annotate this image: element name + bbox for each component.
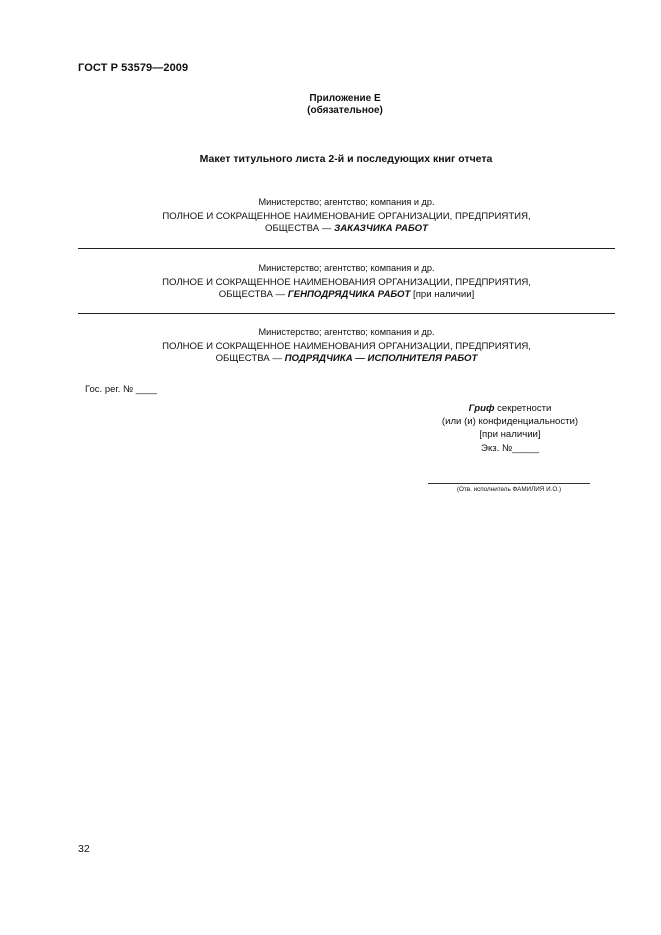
- ministry-line: Министерство; агентство; компания и др.: [258, 327, 435, 337]
- signature-caption: (Отв. исполнитель ФАМИЛИЯ И.О.): [456, 486, 562, 493]
- signature-line: [428, 483, 590, 484]
- org-name-line1: ПОЛНОЕ И СОКРАЩЕННОЕ НАИМЕНОВАНИЯ ОРГАНИЗАЦИИ, ПРЕДПРИЯТИЯ,: [162, 276, 531, 288]
- standard-number: ГОСТ Р 53579—2009: [78, 62, 189, 74]
- org-name-line2: [78, 289, 615, 302]
- org-name-line1: ПОЛНОЕ И СОКРАЩЕННОЕ НАИМЕНОВАНИЕ ОРГАНИЗАЦИИ, ПРЕДПРИЯТИЯ,: [162, 210, 531, 222]
- org-role: ПОДРЯДЧИКА — ИСПОЛНИТЕЛЯ РАБОТ: [284, 353, 478, 364]
- org-name-line2: [78, 223, 615, 236]
- org-role: ГЕНПОДРЯДЧИКА РАБОТ: [287, 289, 411, 300]
- org-prefix: ОБЩЕСТВА —: [218, 289, 288, 300]
- org-block-general-contractor: [78, 262, 615, 302]
- ministry-line: Министерство; агентство; компания и др.: [258, 197, 435, 207]
- appendix-title: Приложение Е: [309, 93, 381, 104]
- org-name-line2: [78, 353, 615, 366]
- org-role: ЗАКАЗЧИКА РАБОТ: [334, 223, 428, 234]
- org-suffix: [при наличии]: [410, 289, 475, 300]
- registration-number: Гос. рег. № ____: [85, 384, 157, 395]
- secrecy-line1: [410, 403, 610, 416]
- ministry-line: Министерство; агентство; компания и др.: [258, 263, 435, 273]
- grif-rest: секретности: [494, 403, 552, 414]
- org-block-contractor: [78, 326, 615, 366]
- document-title: Макет титульного листа 2-й и последующих книг отчета: [199, 153, 493, 165]
- appendix-heading: [0, 93, 661, 117]
- appendix-status: (обязательное): [307, 105, 383, 116]
- secrecy-stamp: [410, 403, 610, 456]
- secrecy-line3: [при наличии]: [479, 428, 541, 440]
- page-number: 32: [78, 843, 90, 855]
- divider-line: [78, 313, 615, 314]
- secrecy-line2: (или (и) конфиденциальности): [441, 415, 579, 427]
- org-block-customer: [78, 196, 615, 236]
- org-prefix: ОБЩЕСТВА —: [215, 353, 285, 364]
- copy-number: Экз. №_____: [481, 443, 539, 455]
- divider-line: [78, 248, 615, 249]
- grif-word: Гриф: [468, 403, 495, 414]
- org-name-line1: ПОЛНОЕ И СОКРАЩЕННОЕ НАИМЕНОВАНИЯ ОРГАНИЗАЦИИ, ПРЕДПРИЯТИЯ,: [162, 340, 531, 352]
- org-prefix: ОБЩЕСТВА —: [265, 223, 335, 234]
